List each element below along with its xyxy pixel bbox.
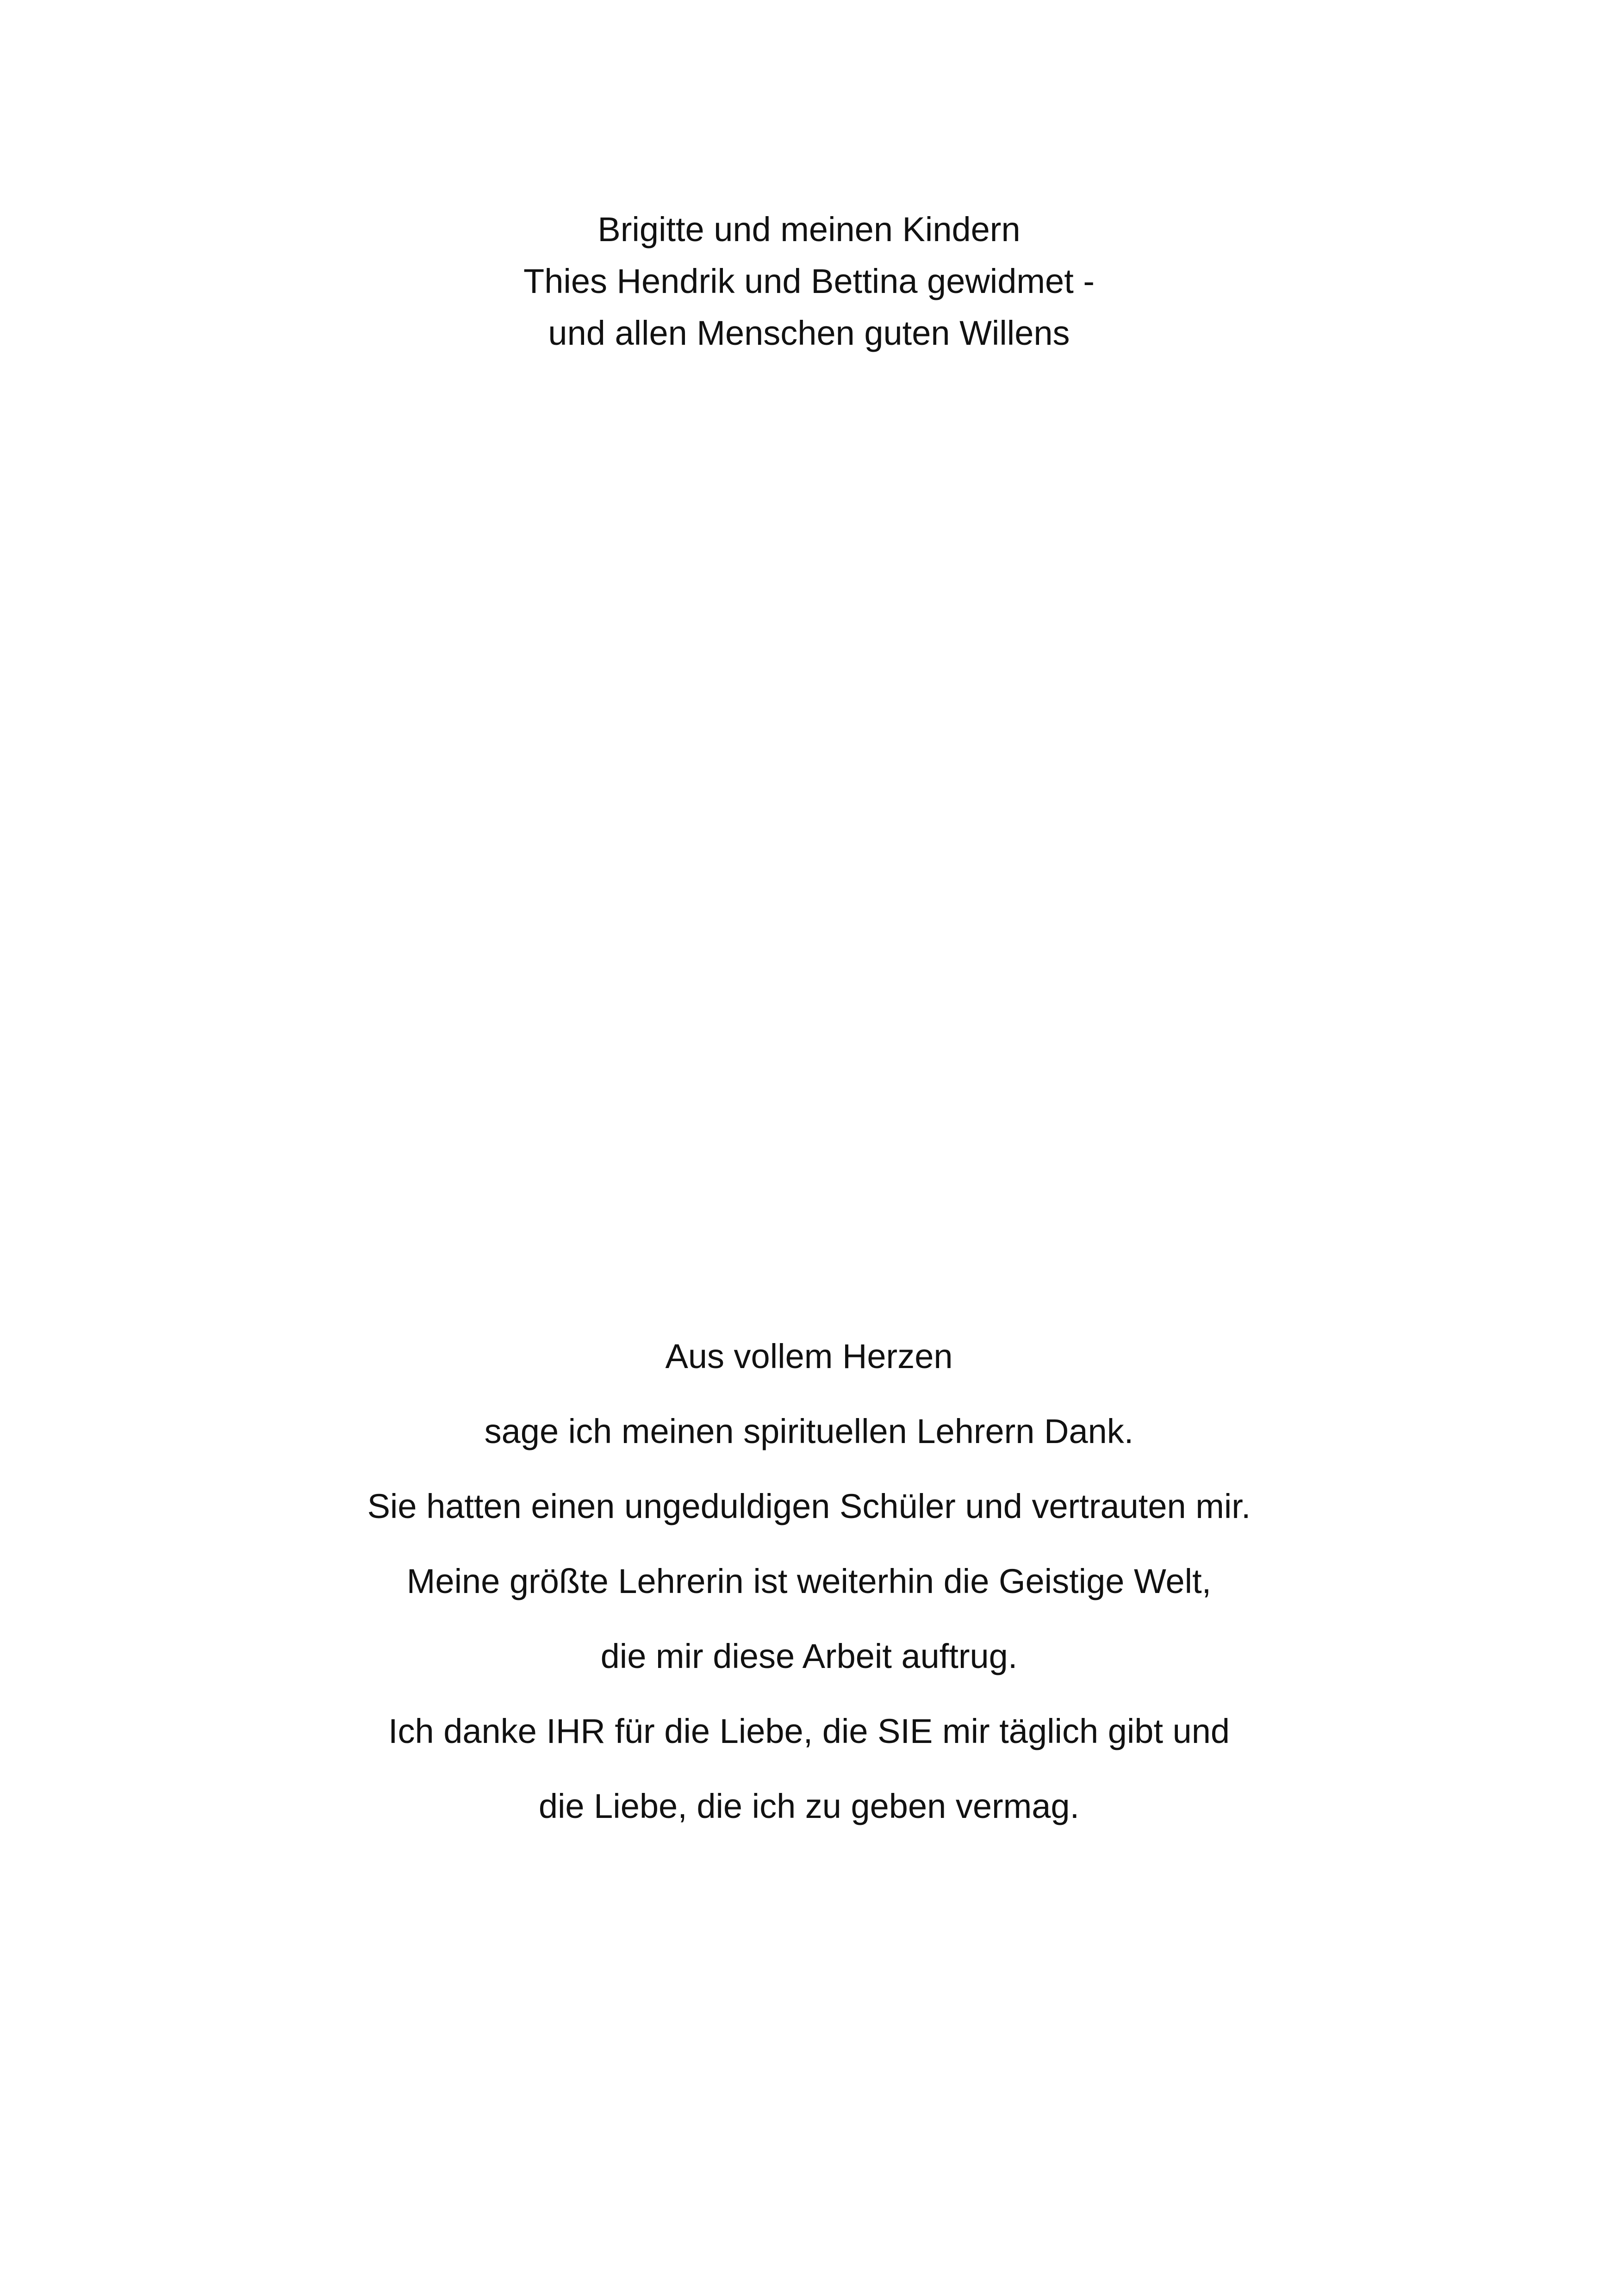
dedication-line: Brigitte und meinen Kindern	[597, 210, 1021, 249]
dedication-line: Thies Hendrik und Bettina gewidmet -	[523, 262, 1095, 300]
acknowledgement-line: Meine größte Lehrerin ist weiterhin die Geistige Welt,	[406, 1562, 1212, 1600]
acknowledgement-line: Aus vollem Herzen	[665, 1337, 953, 1375]
dedication-block	[0, 204, 1618, 359]
acknowledgement-block	[0, 1319, 1618, 1844]
dedication-line: und allen Menschen guten Willens	[548, 314, 1070, 352]
acknowledgement-line: sage ich meinen spirituellen Lehrern Dank.	[484, 1412, 1134, 1450]
acknowledgement-line: die mir diese Arbeit auftrug.	[600, 1637, 1018, 1675]
acknowledgement-line: Sie hatten einen ungeduldigen Schüler und vertrauten mir.	[367, 1487, 1251, 1525]
acknowledgement-line: die Liebe, die ich zu geben vermag.	[538, 1787, 1080, 1825]
acknowledgement-line: Ich danke IHR für die Liebe, die SIE mir täglich gibt und	[388, 1712, 1230, 1750]
